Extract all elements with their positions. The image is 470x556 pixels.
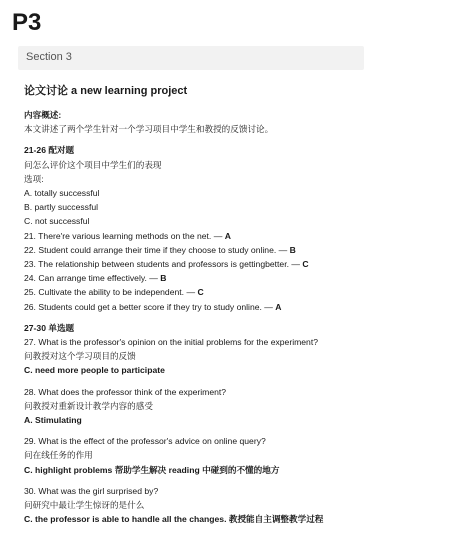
part1-heading: 21-26 配对题 (24, 145, 75, 156)
option-item: B. partly successful (24, 202, 99, 213)
page-heading: P3 (12, 9, 42, 36)
question-text: 30. What was the girl surprised by? (24, 485, 159, 496)
summary-text: 本文讲述了两个学生针对一个学习项目中学生和教授的反馈讨论。 (24, 124, 274, 135)
question-cn: 问研究中最让学生惊讶的是什么 (24, 500, 145, 511)
question-answer: C. highlight problems 帮助学生解决 reading 中碰到的不懂的地方 (24, 464, 280, 475)
match-answer: A (275, 301, 282, 312)
match-text: 25. Cultivate the ability to be independent. — (24, 287, 196, 298)
match-text: 24. Can arrange time effectively. — (24, 273, 158, 284)
options-label: 选项: (24, 173, 44, 184)
summary-label: 内容概述: (24, 110, 62, 120)
match-text: 26. Students could get a better score if they try to study online. — (24, 301, 273, 312)
match-text: 21. There're various learning methods on the net. — (24, 230, 223, 241)
section-bar (18, 46, 364, 70)
part1-intro: 问怎么评价这个项目中学生们的表现 (24, 159, 162, 170)
match-item (24, 257, 464, 271)
question-cn: 问教授对这个学习项目的反馈 (24, 351, 136, 362)
option-item: A. totally successful (24, 188, 100, 199)
match-answer: B (160, 273, 167, 284)
match-answer: C (302, 259, 309, 270)
match-item (24, 243, 464, 257)
question-text: 27. What is the professor's opinion on the initial problems for the experiment? (24, 337, 318, 348)
match-answer: A (224, 230, 231, 241)
question-cn: 问在线任务的作用 (24, 450, 93, 461)
section-label: Section 3 (26, 51, 72, 63)
question-cn: 问教授对重新设计教学内容的感受 (24, 400, 153, 411)
doc-title: 论文讨论 a new learning project (24, 85, 188, 97)
question-text: 28. What does the professor think of the experiment? (24, 386, 227, 397)
question-answer: C. need more people to participate (24, 365, 165, 376)
match-answer: B (289, 244, 296, 255)
option-item: C. not successful (24, 216, 90, 227)
match-text: 23. The relationship between students and professors is gettingbetter. — (24, 259, 300, 270)
match-answer: C (197, 287, 204, 298)
document-body (24, 84, 464, 526)
question-answer: A. Stimulating (24, 415, 82, 426)
match-item (24, 285, 464, 299)
part2-heading: 27-30 单选题 (24, 322, 75, 333)
question-text: 29. What is the effect of the professor's advice on online query? (24, 436, 266, 447)
question-answer: C. the professor is able to handle all the changes. 教授能自主调整教学过程 (24, 514, 324, 525)
match-item (24, 271, 464, 285)
match-item (24, 300, 464, 314)
match-item (24, 229, 464, 243)
match-text: 22. Student could arrange their time if they choose to study online. — (24, 244, 288, 255)
